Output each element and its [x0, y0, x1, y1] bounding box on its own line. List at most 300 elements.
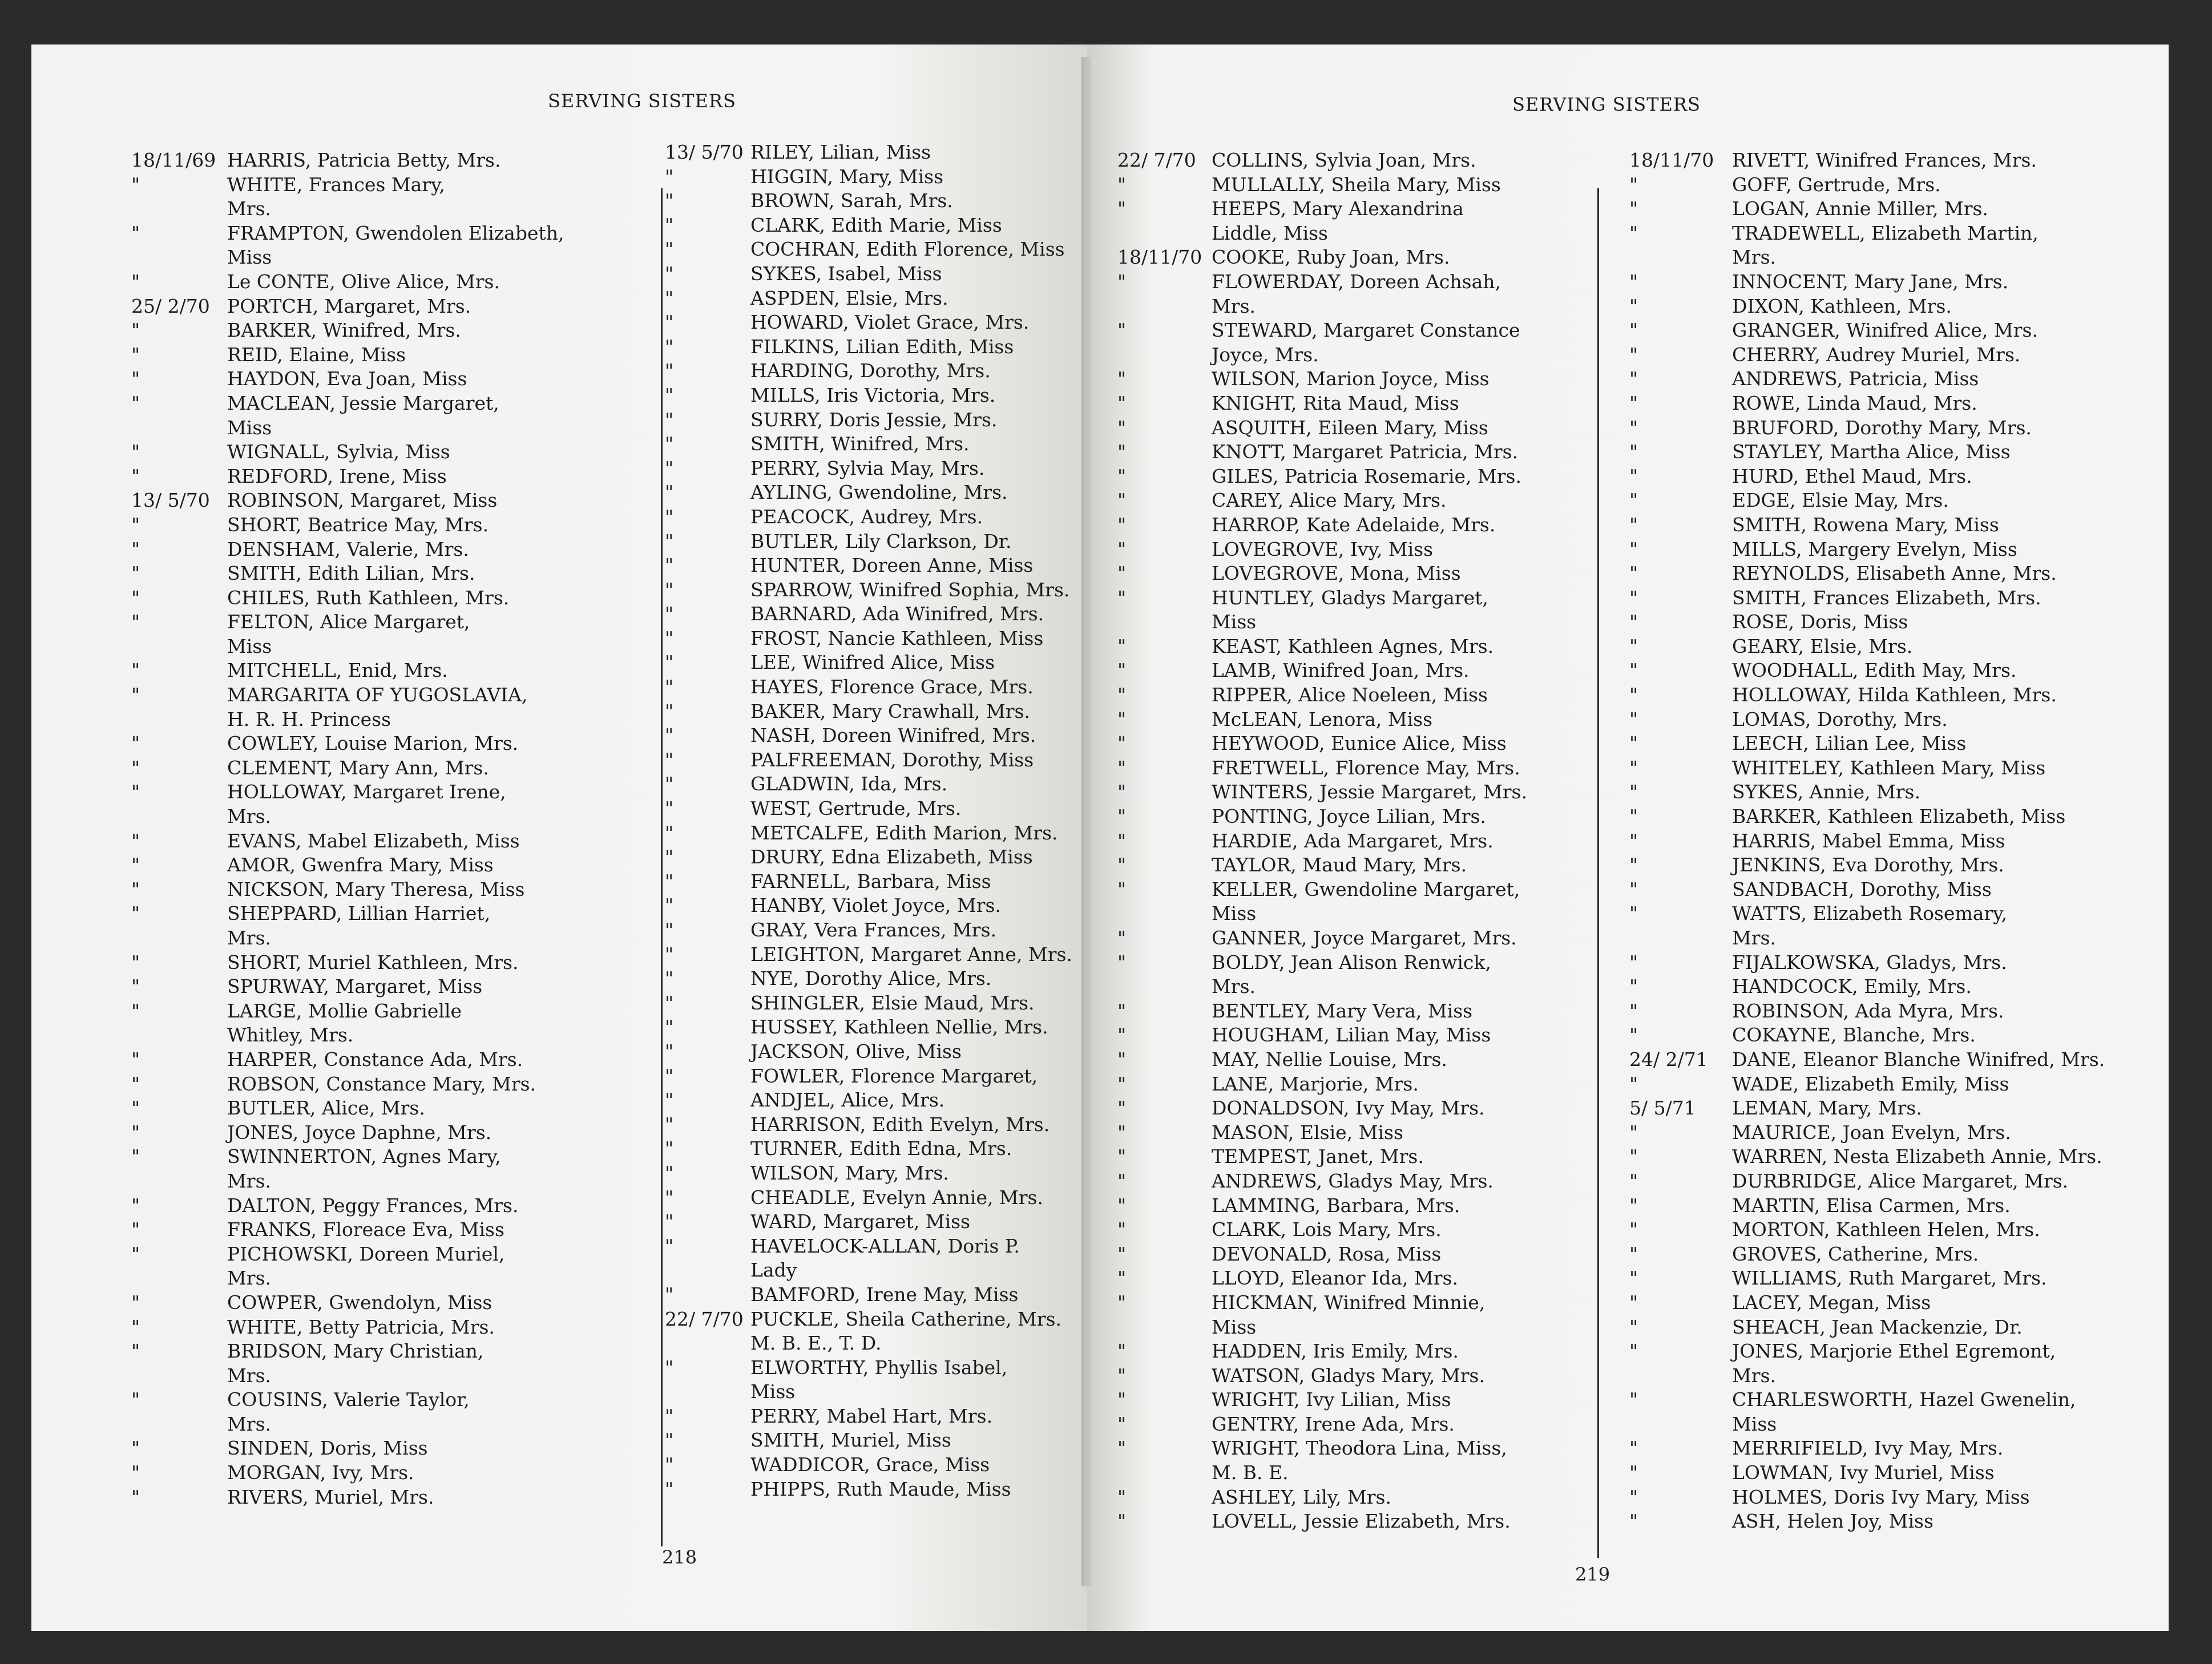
- entry-name: HAYDON, Eva Joan, Miss: [227, 367, 467, 390]
- entry-name: ASPDEN, Elsie, Mrs.: [750, 286, 948, 309]
- entry-date: ": [1629, 1315, 1638, 1338]
- entry-name: HOLLOWAY, Margaret Irene,: [227, 781, 506, 803]
- column-1: [131, 148, 673, 1509]
- entry-name: Miss: [1212, 902, 1257, 925]
- list-item: [1629, 513, 2143, 538]
- list-item: [665, 1404, 1087, 1429]
- list-item: [665, 675, 1087, 700]
- entry-date: ": [1117, 708, 1127, 730]
- entry-date: ": [665, 748, 674, 771]
- entry-name: SANDBACH, Dorothy, Miss: [1732, 878, 1992, 900]
- entry-date: ": [1629, 270, 1638, 293]
- list-item: [1629, 1461, 2143, 1485]
- entry-name: FELTON, Alice Margaret,: [227, 611, 470, 633]
- list-item: [665, 505, 1087, 530]
- entry-date: ": [1117, 659, 1127, 682]
- entry-name: DEVONALD, Rosa, Miss: [1212, 1242, 1442, 1265]
- list-item: [1117, 440, 1585, 465]
- entry-date: 18/11/69: [131, 149, 216, 171]
- list-item: [665, 165, 1087, 189]
- list-item: [131, 659, 673, 683]
- list-item: [665, 1088, 1087, 1113]
- list-item: [1117, 926, 1585, 951]
- list-item: [131, 1412, 673, 1437]
- list-item: [131, 1339, 673, 1364]
- list-item: [1629, 878, 2143, 902]
- list-item: [1629, 1194, 2143, 1218]
- entry-date: ": [1629, 659, 1638, 682]
- list-item: [665, 967, 1087, 991]
- list-item: [1117, 1339, 1585, 1364]
- entry-date: ": [131, 854, 140, 877]
- list-item: [1117, 902, 1585, 926]
- entry-name: RIPPER, Alice Noeleen, Miss: [1212, 684, 1488, 706]
- entry-date: ": [1117, 1242, 1127, 1265]
- entry-date: ": [1117, 781, 1127, 803]
- entry-name: STAYLEY, Martha Alice, Miss: [1732, 441, 2011, 463]
- entry-date: ": [1629, 975, 1638, 998]
- entry-date: ": [1117, 951, 1127, 974]
- list-item: [1629, 1485, 2143, 1510]
- entry-name: BUTLER, Alice, Mrs.: [227, 1097, 425, 1120]
- list-item: [665, 724, 1087, 748]
- entry-name: LOMAS, Dorothy, Mrs.: [1732, 708, 1948, 730]
- entry-name: LEMAN, Mary, Mrs.: [1732, 1097, 1922, 1120]
- list-item: [1117, 148, 1585, 173]
- list-item: [1629, 586, 2143, 611]
- entry-name: SPURWAY, Margaret, Miss: [227, 975, 483, 998]
- entry-date: ": [1117, 586, 1127, 609]
- entry-date: ": [1117, 635, 1127, 657]
- entry-name: PALFREEMAN, Dorothy, Miss: [750, 748, 1034, 771]
- list-item: [1629, 999, 2143, 1024]
- entry-name: Joyce, Mrs.: [1212, 343, 1319, 366]
- entry-name: GROVES, Catherine, Mrs.: [1732, 1242, 1979, 1265]
- list-item: [131, 1364, 673, 1388]
- entry-date: ": [131, 1072, 140, 1095]
- entry-name: M. B. E.: [1212, 1461, 1289, 1484]
- entry-name: HOLMES, Doris Ivy Mary, Miss: [1732, 1485, 2030, 1508]
- list-item: [1117, 1509, 1585, 1534]
- entry-date: ": [1117, 1072, 1127, 1095]
- entry-name: JONES, Marjorie Ethel Egremont,: [1732, 1340, 2056, 1363]
- entry-name: DURBRIDGE, Alice Margaret, Mrs.: [1732, 1169, 2069, 1192]
- entry-name: McLEAN, Lenora, Miss: [1212, 708, 1433, 730]
- entry-name: LOWMAN, Ivy Muriel, Miss: [1732, 1461, 1995, 1484]
- entry-date: ": [1629, 1510, 1638, 1533]
- entry-name: Mrs.: [227, 1267, 271, 1290]
- entry-date: ": [1117, 1364, 1127, 1387]
- entry-date: ": [1629, 878, 1638, 900]
- entry-name: Mrs.: [1732, 1364, 1776, 1387]
- list-item: [131, 173, 673, 197]
- entry-name: REDFORD, Irene, Miss: [227, 465, 447, 487]
- entry-name: ROBINSON, Ada Myra, Mrs.: [1732, 999, 2004, 1022]
- entry-name: FRAMPTON, Gwendolen Elizabeth,: [227, 221, 564, 244]
- entry-date: ": [1629, 829, 1638, 852]
- list-item: [1629, 1315, 2143, 1340]
- list-item: [665, 383, 1087, 408]
- entry-name: SWINNERTON, Agnes Mary,: [227, 1145, 501, 1168]
- entry-date: ": [665, 991, 674, 1014]
- entry-name: HEEPS, Mary Alexandrina: [1212, 197, 1464, 220]
- entry-name: CHILES, Ruth Kathleen, Mrs.: [227, 586, 510, 609]
- entry-date: ": [665, 189, 674, 212]
- entry-date: ": [665, 505, 674, 528]
- entry-name: MILLS, Iris Victoria, Mrs.: [750, 383, 996, 406]
- entry-date: ": [1117, 1388, 1127, 1411]
- entry-name: TURNER, Edith Edna, Mrs.: [750, 1137, 1012, 1160]
- book-gutter: [1081, 57, 1093, 1586]
- list-item: [131, 902, 673, 926]
- list-item: [131, 1121, 673, 1145]
- list-item: [1117, 1242, 1585, 1267]
- entry-name: HARDIE, Ada Margaret, Mrs.: [1212, 829, 1493, 852]
- list-item: [1117, 221, 1585, 246]
- entry-name: HIGGIN, Mary, Miss: [750, 165, 944, 188]
- entry-date: ": [665, 165, 674, 188]
- entry-date: ": [1117, 1340, 1127, 1363]
- entry-date: ": [131, 367, 140, 390]
- entry-date: ": [1629, 1267, 1638, 1290]
- list-item: [1629, 635, 2143, 659]
- entry-date: ": [1117, 416, 1127, 439]
- entry-name: ASQUITH, Eileen Mary, Miss: [1212, 416, 1488, 439]
- list-item: [1629, 294, 2143, 319]
- entry-name: MORGAN, Ivy, Mrs.: [227, 1461, 414, 1484]
- list-item: [665, 480, 1087, 505]
- entry-name: EDGE, Elsie May, Mrs.: [1732, 489, 1949, 512]
- entry-date: ": [1629, 854, 1638, 877]
- entry-name: Miss: [227, 246, 272, 269]
- entry-name: WHITELEY, Kathleen Mary, Miss: [1732, 756, 2046, 779]
- entry-name: BRIDSON, Mary Christian,: [227, 1340, 484, 1363]
- list-item: [665, 530, 1087, 554]
- list-item: [665, 845, 1087, 870]
- list-item: [1629, 610, 2143, 635]
- entry-name: DRURY, Edna Elizabeth, Miss: [750, 846, 1033, 869]
- list-item: [1117, 1485, 1585, 1510]
- entry-name: WARREN, Nesta Elizabeth Annie, Mrs.: [1732, 1145, 2102, 1168]
- entry-name: HARRISON, Edith Evelyn, Mrs.: [750, 1113, 1050, 1136]
- list-item: [665, 700, 1087, 724]
- entry-date: ": [1629, 319, 1638, 342]
- list-item: [1117, 1023, 1585, 1048]
- entry-date: ": [131, 1461, 140, 1484]
- entry-date: ": [1117, 197, 1127, 220]
- left-page: [31, 45, 1087, 1631]
- entry-name: SYKES, Annie, Mrs.: [1732, 781, 1920, 803]
- entry-date: ": [665, 213, 674, 236]
- entry-date: ": [1629, 999, 1638, 1022]
- list-item: [665, 1064, 1087, 1089]
- list-item: [131, 270, 673, 294]
- entry-name: LEIGHTON, Margaret Anne, Mrs.: [750, 943, 1072, 966]
- list-item: [665, 1137, 1087, 1161]
- entry-name: LOGAN, Annie Miller, Mrs.: [1732, 197, 1988, 220]
- entry-name: CHARLESWORTH, Hazel Gwenelin,: [1732, 1388, 2076, 1411]
- list-item: [1117, 197, 1585, 221]
- entry-name: BUTLER, Lily Clarkson, Dr.: [750, 530, 1012, 552]
- entry-name: SURRY, Doris Jessie, Mrs.: [750, 408, 998, 431]
- entry-date: 5/ 5/71: [1629, 1097, 1696, 1120]
- running-head: SERVING SISTERS: [548, 90, 736, 112]
- list-item: [131, 635, 673, 659]
- entry-name: REYNOLDS, Elisabeth Anne, Mrs.: [1732, 562, 2057, 585]
- entry-name: LEE, Winifred Alice, Miss: [750, 651, 995, 674]
- entry-date: ": [1629, 1437, 1638, 1460]
- entry-date: ": [1629, 367, 1638, 390]
- list-item: [131, 1145, 673, 1169]
- entry-name: Whitley, Mrs.: [227, 1024, 354, 1047]
- list-item: [665, 1186, 1087, 1210]
- entry-date: ": [1117, 1218, 1127, 1241]
- list-item: [665, 1234, 1087, 1259]
- entry-date: ": [131, 1218, 140, 1241]
- entry-date: 24/ 2/71: [1629, 1048, 1708, 1071]
- list-item: [131, 1291, 673, 1315]
- entry-date: ": [131, 611, 140, 633]
- entry-name: SHORT, Muriel Kathleen, Mrs.: [227, 951, 519, 974]
- list-item: [1629, 1242, 2143, 1267]
- entry-date: ": [665, 1016, 674, 1039]
- entry-date: ": [665, 1429, 674, 1452]
- entry-name: BARNARD, Ada Winifred, Mrs.: [750, 603, 1044, 625]
- list-item: [1117, 1145, 1585, 1169]
- entry-name: Mrs.: [227, 197, 271, 220]
- entry-name: FRETWELL, Florence May, Mrs.: [1212, 756, 1520, 779]
- entry-date: ": [1117, 391, 1127, 414]
- entry-name: KEAST, Kathleen Agnes, Mrs.: [1212, 635, 1494, 657]
- entry-name: Lady: [750, 1259, 797, 1282]
- entry-name: INNOCENT, Mary Jane, Mrs.: [1732, 270, 2009, 293]
- list-item: [131, 367, 673, 391]
- list-item: [1629, 343, 2143, 367]
- entry-name: WIGNALL, Sylvia, Miss: [227, 441, 450, 463]
- entry-date: ": [665, 360, 674, 382]
- entry-date: ": [1629, 562, 1638, 585]
- entry-name: COCHRAN, Edith Florence, Miss: [750, 238, 1065, 261]
- entry-date: ": [131, 732, 140, 755]
- list-item: [1629, 1072, 2143, 1097]
- list-item: [665, 262, 1087, 286]
- entry-name: CLEMENT, Mary Ann, Mrs.: [227, 756, 489, 779]
- list-item: [131, 391, 673, 416]
- list-item: [1117, 1364, 1585, 1388]
- list-item: [665, 286, 1087, 311]
- entry-date: ": [1117, 562, 1127, 585]
- entry-date: ": [131, 1145, 140, 1168]
- entry-name: SHINGLER, Elsie Maud, Mrs.: [750, 991, 1035, 1014]
- entry-date: ": [1629, 1388, 1638, 1411]
- list-item: [1629, 1364, 2143, 1388]
- entry-name: WRIGHT, Ivy Lilian, Miss: [1212, 1388, 1451, 1411]
- list-item: [665, 1258, 1087, 1283]
- list-item: [131, 610, 673, 635]
- list-item: [665, 894, 1087, 918]
- list-item: [1629, 270, 2143, 294]
- list-item: [1117, 999, 1585, 1024]
- entry-date: ": [131, 756, 140, 779]
- entry-name: Miss: [1212, 611, 1257, 633]
- entry-name: Mrs.: [1732, 927, 1776, 949]
- list-item: [1117, 829, 1585, 854]
- entry-date: ": [665, 821, 674, 844]
- entry-name: AMOR, Gwenfra Mary, Miss: [227, 854, 494, 877]
- entry-name: SYKES, Isabel, Miss: [750, 262, 942, 285]
- entry-date: ": [665, 433, 674, 455]
- entry-date: ": [131, 1242, 140, 1265]
- entry-date: ": [131, 878, 140, 900]
- entry-name: RIVETT, Winifred Frances, Mrs.: [1732, 149, 2037, 171]
- entry-date: ": [1629, 1218, 1638, 1241]
- entry-name: AYLING, Gwendoline, Mrs.: [750, 481, 1008, 504]
- entry-name: MULLALLY, Sheila Mary, Miss: [1212, 173, 1501, 196]
- list-item: [665, 1283, 1087, 1307]
- list-item: [131, 513, 673, 538]
- entry-date: ": [1117, 1485, 1127, 1508]
- entry-date: ": [1117, 732, 1127, 755]
- entry-name: PUCKLE, Sheila Catherine, Mrs.: [750, 1307, 1062, 1330]
- list-item: [1629, 1509, 2143, 1534]
- entry-name: COOKE, Ruby Joan, Mrs.: [1212, 246, 1450, 269]
- list-item: [1117, 610, 1585, 635]
- entry-name: KNIGHT, Rita Maud, Miss: [1212, 391, 1459, 414]
- entry-date: ": [1117, 513, 1127, 536]
- entry-name: WILSON, Marion Joyce, Miss: [1212, 367, 1490, 390]
- list-item: [1629, 853, 2143, 878]
- entry-name: WADDICOR, Grace, Miss: [750, 1453, 990, 1476]
- list-item: [131, 1485, 673, 1510]
- entry-date: ": [131, 538, 140, 560]
- list-item: [1629, 440, 2143, 465]
- entry-date: ": [1629, 1024, 1638, 1047]
- entry-date: ": [1629, 538, 1638, 560]
- list-item: [131, 488, 673, 513]
- entry-name: Liddle, Miss: [1212, 221, 1328, 244]
- entry-date: ": [665, 1137, 674, 1160]
- entry-name: ROWE, Linda Maud, Mrs.: [1732, 391, 1977, 414]
- list-item: [131, 1048, 673, 1072]
- entry-name: DENSHAM, Valerie, Mrs.: [227, 538, 469, 560]
- entry-name: COWPER, Gwendolyn, Miss: [227, 1291, 493, 1314]
- entry-name: WILSON, Mary, Mrs.: [750, 1161, 949, 1184]
- entry-date: ": [131, 586, 140, 609]
- entry-name: ANDREWS, Patricia, Miss: [1732, 367, 1979, 390]
- list-item: [1117, 367, 1585, 391]
- list-item: [131, 683, 673, 708]
- list-item: [131, 708, 673, 732]
- entry-name: SMITH, Muriel, Miss: [750, 1429, 951, 1452]
- list-item: [665, 213, 1087, 238]
- entry-date: ": [131, 221, 140, 244]
- entry-name: DIXON, Kathleen, Mrs.: [1732, 294, 1952, 317]
- list-item: [131, 465, 673, 489]
- entry-name: WATTS, Elizabeth Rosemary,: [1732, 902, 2007, 925]
- entry-date: ": [665, 1210, 674, 1233]
- list-item: [1629, 708, 2143, 732]
- list-item: [1117, 1169, 1585, 1194]
- entry-name: LOVELL, Jessie Elizabeth, Mrs.: [1212, 1510, 1511, 1533]
- entry-name: REID, Elaine, Miss: [227, 343, 406, 366]
- entry-name: WADE, Elizabeth Emily, Miss: [1732, 1072, 2009, 1095]
- list-item: [1629, 197, 2143, 221]
- entry-name: HOWARD, Violet Grace, Mrs.: [750, 311, 1030, 334]
- list-item: [1117, 1121, 1585, 1145]
- list-item: [131, 1461, 673, 1485]
- entry-date: ": [665, 554, 674, 577]
- entry-date: ": [1629, 586, 1638, 609]
- entry-name: DANE, Eleanor Blanche Winifred, Mrs.: [1732, 1048, 2105, 1071]
- list-item: [131, 829, 673, 854]
- entry-name: PICHOWSKI, Doreen Muriel,: [227, 1242, 505, 1265]
- column-3: [1117, 148, 1585, 1534]
- entry-name: WATSON, Gladys Mary, Mrs.: [1212, 1364, 1485, 1387]
- entry-name: Miss: [750, 1380, 796, 1403]
- list-item: [131, 586, 673, 611]
- list-item: [1117, 732, 1585, 756]
- entry-name: CLARK, Edith Marie, Miss: [750, 213, 1002, 236]
- list-item: [131, 1096, 673, 1121]
- entry-date: ": [1117, 367, 1127, 390]
- entry-name: FILKINS, Lilian Edith, Miss: [750, 335, 1014, 358]
- entry-date: ": [1117, 829, 1127, 852]
- list-item: [665, 359, 1087, 383]
- entry-name: LAMB, Winifred Joan, Mrs.: [1212, 659, 1470, 682]
- entry-name: SHEPPARD, Lillian Harriet,: [227, 902, 491, 925]
- right-page: [1087, 45, 2169, 1631]
- list-item: [131, 318, 673, 343]
- list-item: [1117, 1096, 1585, 1121]
- entry-name: FROST, Nancie Kathleen, Miss: [750, 627, 1044, 649]
- entry-date: ": [1117, 1048, 1127, 1071]
- entry-name: Le CONTE, Olive Alice, Mrs.: [227, 270, 500, 293]
- entry-name: PERRY, Sylvia May, Mrs.: [750, 457, 985, 479]
- running-head: SERVING SISTERS: [1512, 94, 1701, 115]
- list-item: [665, 772, 1087, 797]
- entry-date: ": [1629, 173, 1638, 196]
- list-item: [1117, 1266, 1585, 1291]
- entry-name: GRANGER, Winifred Alice, Mrs.: [1732, 319, 2038, 342]
- list-item: [665, 918, 1087, 943]
- list-item: [1629, 1291, 2143, 1315]
- entry-date: ": [1629, 805, 1638, 828]
- entry-date: ": [665, 530, 674, 552]
- list-item: [1629, 926, 2143, 951]
- entry-date: ": [131, 513, 140, 536]
- list-item: [665, 748, 1087, 773]
- entry-date: ": [1629, 391, 1638, 414]
- column-rule: [1597, 188, 1599, 1558]
- list-item: [665, 1453, 1087, 1477]
- list-item: [131, 1169, 673, 1194]
- list-item: [1629, 1023, 2143, 1048]
- list-item: [665, 554, 1087, 578]
- list-item: [1629, 805, 2143, 829]
- list-item: [665, 457, 1087, 481]
- entry-date: ": [1117, 805, 1127, 828]
- list-item: [1629, 488, 2143, 513]
- entry-name: TAYLOR, Maud Mary, Mrs.: [1212, 854, 1467, 877]
- entry-name: HICKMAN, Winifred Minnie,: [1212, 1291, 1486, 1314]
- entry-date: ": [665, 603, 674, 625]
- list-item: [665, 237, 1087, 262]
- list-item: [1117, 805, 1585, 829]
- entry-name: GEARY, Elsie, Mrs.: [1732, 635, 1913, 657]
- entry-date: ": [1629, 951, 1638, 974]
- entry-date: ": [665, 408, 674, 431]
- list-item: [131, 538, 673, 562]
